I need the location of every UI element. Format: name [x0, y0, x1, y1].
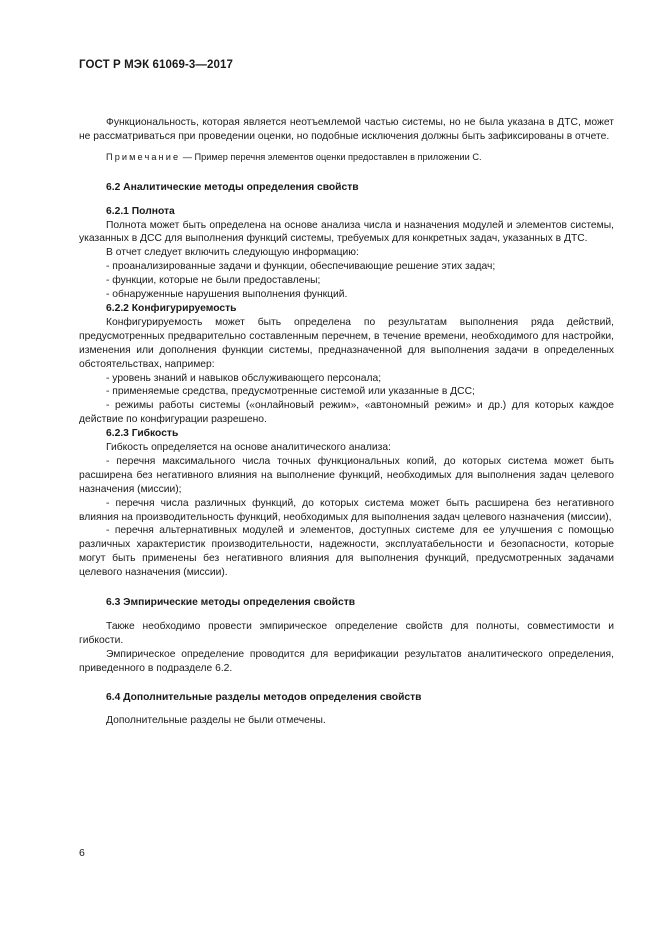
section-6-3-paragraph-1: Также необходимо провести эмпирическое определение свойств для полноты, совместимости и гибкости.	[79, 621, 614, 646]
section-6-4-paragraph: Дополнительные разделы не были отмечены.	[106, 714, 326, 726]
section-6-3-paragraph-2: Эмпирическое определение проводится для верификации результатов аналитического определения, приведенного в подразделе 6.2.	[79, 648, 614, 674]
section-6-2-1-paragraph: Полнота может быть определена на основе анализа числа и назначения модулей и элементов системы, указанных в ДСС для выполнения функций системы, требуемых для конкретных задач, указанных в ДТС.	[79, 219, 614, 245]
section-6-2-2-title: 6.2.2 Конфигурируемость	[106, 302, 237, 314]
note-text: — Пример перечня элементов оценки предоставлен в приложении С.	[180, 151, 482, 162]
page-header-standard-code: ГОСТ Р МЭК 61069-3—2017	[79, 59, 233, 71]
section-6-2-1-list	[79, 260, 614, 302]
section-6-2-1-title: 6.2.1 Полнота	[106, 205, 175, 217]
section-6-3-title: 6.3 Эмпирические методы определения свойств	[106, 597, 356, 609]
list-item: - перечня альтернативных модулей и элементов, доступных системе для ее улучшения с помощью различных характеристик производительности, надежности, эксплуатабельности и безопасности, которые могут быть применены без негативного влияния для выполнения функций, предусмотренных задачами целевого назначения (миссии).	[79, 525, 614, 579]
section-6-2-2-list	[79, 372, 614, 428]
section-6-4-title: 6.4 Дополнительные разделы методов определения свойств	[106, 691, 422, 703]
intro-paragraph: Функциональность, которая является неотъемлемой частью системы, но не была указана в ДТС, может не рассматриваться при проведении оценки, но подобные исключения должны быть зафиксированы в отчете.	[79, 117, 614, 142]
document-body	[79, 116, 614, 727]
section-6-2-title: 6.2 Аналитические методы определения свойств	[106, 181, 359, 193]
list-item: - режимы работы системы («онлайновый режим», «автономный режим» и др.) для которых каждое действие по конфигурации разрешено.	[79, 400, 614, 426]
list-item: - применяемые средства, предусмотренные системой или указанные в ДСС;	[106, 386, 475, 398]
list-item: - проанализированные задачи и функции, обеспечивающие решение этих задач;	[106, 261, 496, 273]
note-label: Примечание	[106, 151, 181, 162]
note	[79, 151, 614, 165]
section-6-2-3-title: 6.2.3 Гибкость	[106, 428, 179, 440]
list-item: - уровень знаний и навыков обслуживающего персонала;	[106, 372, 382, 384]
section-6-2-2-paragraph: Конфигурируемость может быть определена по результатам выполнения ряда действий, предусмотренных предварительно составленным перечнем, в течение времени, необходимого для настройки, изменения или дополнения функции системы, предназначенной для выполнения задачи в определенных обстоятельствах, например:	[79, 316, 614, 370]
list-item: - обнаруженные нарушения выполнения функций.	[106, 289, 348, 301]
section-6-2-1-paragraph-report: В отчет следует включить следующую информацию:	[106, 247, 359, 259]
page-number: 6	[79, 847, 85, 859]
list-item: - функции, которые не были предоставлены;	[106, 275, 321, 287]
section-6-2-3-paragraph: Гибкость определяется на основе аналитического анализа:	[106, 442, 391, 454]
list-item: - перечня максимального числа точных функциональных копий, до которых система может быть расширена без негативного влияния на выполнение функций, необходимых для выполнения задач целевого назначения (миссии);	[79, 455, 614, 495]
section-6-2-3-list	[79, 455, 614, 580]
list-item: - перечня числа различных функций, до которых система может быть расширена без негативного влияния на производительность функций, необходимых для выполнения задач целевого назначения (миссии),	[79, 497, 614, 523]
